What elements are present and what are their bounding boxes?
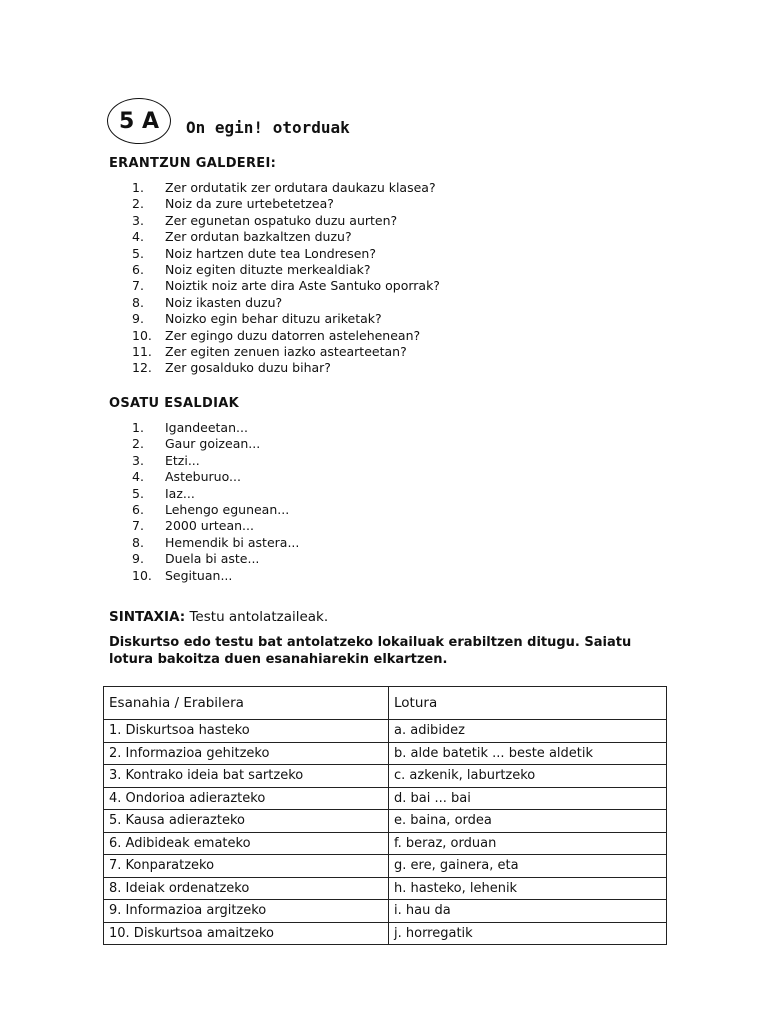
list-item-number: 12. xyxy=(132,360,152,376)
syntax-subtitle: Testu antolatzaileak. xyxy=(185,609,329,625)
list-item xyxy=(109,360,440,376)
syntax-heading xyxy=(109,609,328,625)
table-row xyxy=(104,832,667,855)
table-row xyxy=(104,900,667,923)
meaning-cell: 10. Diskurtsoa amaitzeko xyxy=(104,922,389,945)
list-item-number: 2. xyxy=(132,436,144,452)
list-item xyxy=(109,196,440,212)
connector-cell: e. baina, ordea xyxy=(389,810,667,833)
questions-list xyxy=(109,180,440,377)
list-item-text: Noiz hartzen dute tea Londresen? xyxy=(165,245,376,261)
list-item xyxy=(109,344,440,360)
list-item-text: Noiz egiten dituzte merkealdiak? xyxy=(165,261,371,277)
list-item xyxy=(109,229,440,245)
list-item xyxy=(109,469,299,485)
table-row xyxy=(104,742,667,765)
sentences-list xyxy=(109,420,299,584)
list-item-text: Noizko egin behar dituzu ariketak? xyxy=(165,311,382,327)
list-item-number: 4. xyxy=(132,469,144,485)
section-heading-complete: OSATU ESALDIAK xyxy=(109,396,239,411)
list-item-number: 9. xyxy=(132,551,144,567)
table-row xyxy=(104,720,667,743)
list-item-text: Noiz ikasten duzu? xyxy=(165,294,283,310)
list-item-text: Zer egunetan ospatuko duzu aurten? xyxy=(165,212,398,228)
list-item xyxy=(109,453,299,469)
meaning-cell: 9. Informazioa argitzeko xyxy=(104,900,389,923)
list-item-number: 3. xyxy=(132,452,144,468)
list-item xyxy=(109,262,440,278)
syntax-instructions: Diskurtso edo testu bat antolatzeko lokailuak erabiltzen ditugu. Saiatu lotura bakoitza duen esanahiarekin elkartzen. xyxy=(109,635,632,667)
list-item-text: Igandeetan... xyxy=(165,420,248,435)
meaning-cell: 6. Adibideak emateko xyxy=(104,832,389,855)
table-row xyxy=(104,922,667,945)
list-item xyxy=(109,295,440,311)
list-item-number: 1. xyxy=(132,420,144,435)
list-item xyxy=(109,311,440,327)
connector-cell: h. hasteko, lehenik xyxy=(389,877,667,900)
connector-cell: c. azkenik, laburtzeko xyxy=(389,765,667,788)
list-item-number: 8. xyxy=(132,534,144,550)
list-item-number: 10. xyxy=(132,327,152,343)
table-body xyxy=(104,720,667,945)
connector-cell: i. hau da xyxy=(389,900,667,923)
list-item-number: 8. xyxy=(132,294,144,310)
table-row xyxy=(104,877,667,900)
matching-table xyxy=(103,686,667,945)
list-item-text: Zer ordutatik zer ordutara daukazu klasea? xyxy=(165,180,436,195)
syntax-label: SINTAXIA: xyxy=(109,609,186,625)
connector-cell: b. alde batetik ... beste aldetik xyxy=(389,742,667,765)
list-item-text: Duela bi aste... xyxy=(165,551,260,567)
list-item xyxy=(109,246,440,262)
meaning-cell: 1. Diskurtsoa hasteko xyxy=(104,720,389,743)
connector-cell: g. ere, gainera, eta xyxy=(389,855,667,878)
list-item-number: 7. xyxy=(132,278,144,294)
connector-cell: a. adibidez xyxy=(389,720,667,743)
list-item-number: 6. xyxy=(132,501,144,517)
list-item xyxy=(109,535,299,551)
table-row xyxy=(104,855,667,878)
list-item-text: Etzi... xyxy=(165,452,200,468)
list-item-text: Zer ordutan bazkaltzen duzu? xyxy=(165,229,352,245)
table-header-meaning: Esanahia / Erabilera xyxy=(104,687,389,720)
connector-cell: j. horregatik xyxy=(389,922,667,945)
list-item xyxy=(109,436,299,452)
list-item-text: Segituan... xyxy=(165,567,233,583)
list-item xyxy=(109,180,440,196)
list-item-text: Lehengo egunean... xyxy=(165,501,290,517)
list-item-text: Zer gosalduko duzu bihar? xyxy=(165,360,331,376)
unit-badge: 5 A xyxy=(107,98,171,144)
list-item-text: Noiz da zure urtebetetzea? xyxy=(165,196,334,212)
list-item xyxy=(109,420,299,436)
table-header-row xyxy=(104,687,667,720)
meaning-cell: 4. Ondorioa adierazteko xyxy=(104,787,389,810)
list-item xyxy=(109,551,299,567)
meaning-cell: 7. Konparatzeko xyxy=(104,855,389,878)
list-item-number: 5. xyxy=(132,485,144,501)
table-header-connector: Lotura xyxy=(389,687,667,720)
list-item-number: 11. xyxy=(132,343,152,359)
page-title: On egin! otorduak xyxy=(186,118,350,137)
meaning-cell: 3. Kontrako ideia bat sartzeko xyxy=(104,765,389,788)
table-row xyxy=(104,810,667,833)
list-item-number: 5. xyxy=(132,245,144,261)
list-item-text: Zer egingo duzu datorren astelehenean? xyxy=(165,327,421,343)
list-item-text: Gaur goizean... xyxy=(165,436,261,452)
connector-cell: f. beraz, orduan xyxy=(389,832,667,855)
list-item-number: 3. xyxy=(132,212,144,228)
list-item-number: 1. xyxy=(132,180,144,195)
list-item xyxy=(109,486,299,502)
list-item-number: 6. xyxy=(132,261,144,277)
list-item-number: 10. xyxy=(132,567,152,583)
list-item-text: Noiztik noiz arte dira Aste Santuko oporrak? xyxy=(165,278,440,294)
meaning-cell: 8. Ideiak ordenatzeko xyxy=(104,877,389,900)
list-item-text: Hemendik bi astera... xyxy=(165,534,300,550)
list-item xyxy=(109,328,440,344)
list-item-text: Iaz... xyxy=(165,485,195,501)
list-item-number: 4. xyxy=(132,229,144,245)
list-item xyxy=(109,278,440,294)
list-item xyxy=(109,518,299,534)
list-item-number: 2. xyxy=(132,196,144,212)
section-heading-questions: ERANTZUN GALDEREI: xyxy=(109,156,277,171)
list-item-text: 2000 urtean... xyxy=(165,518,254,534)
list-item xyxy=(109,213,440,229)
table-row xyxy=(104,765,667,788)
meaning-cell: 5. Kausa adierazteko xyxy=(104,810,389,833)
list-item-number: 9. xyxy=(132,311,144,327)
list-item-number: 7. xyxy=(132,518,144,534)
meaning-cell: 2. Informazioa gehitzeko xyxy=(104,742,389,765)
list-item xyxy=(109,502,299,518)
connector-cell: d. bai ... bai xyxy=(389,787,667,810)
table-row xyxy=(104,787,667,810)
list-item-text: Asteburuo... xyxy=(165,469,241,485)
list-item-text: Zer egiten zenuen iazko astearteetan? xyxy=(165,343,407,359)
list-item xyxy=(109,568,299,584)
